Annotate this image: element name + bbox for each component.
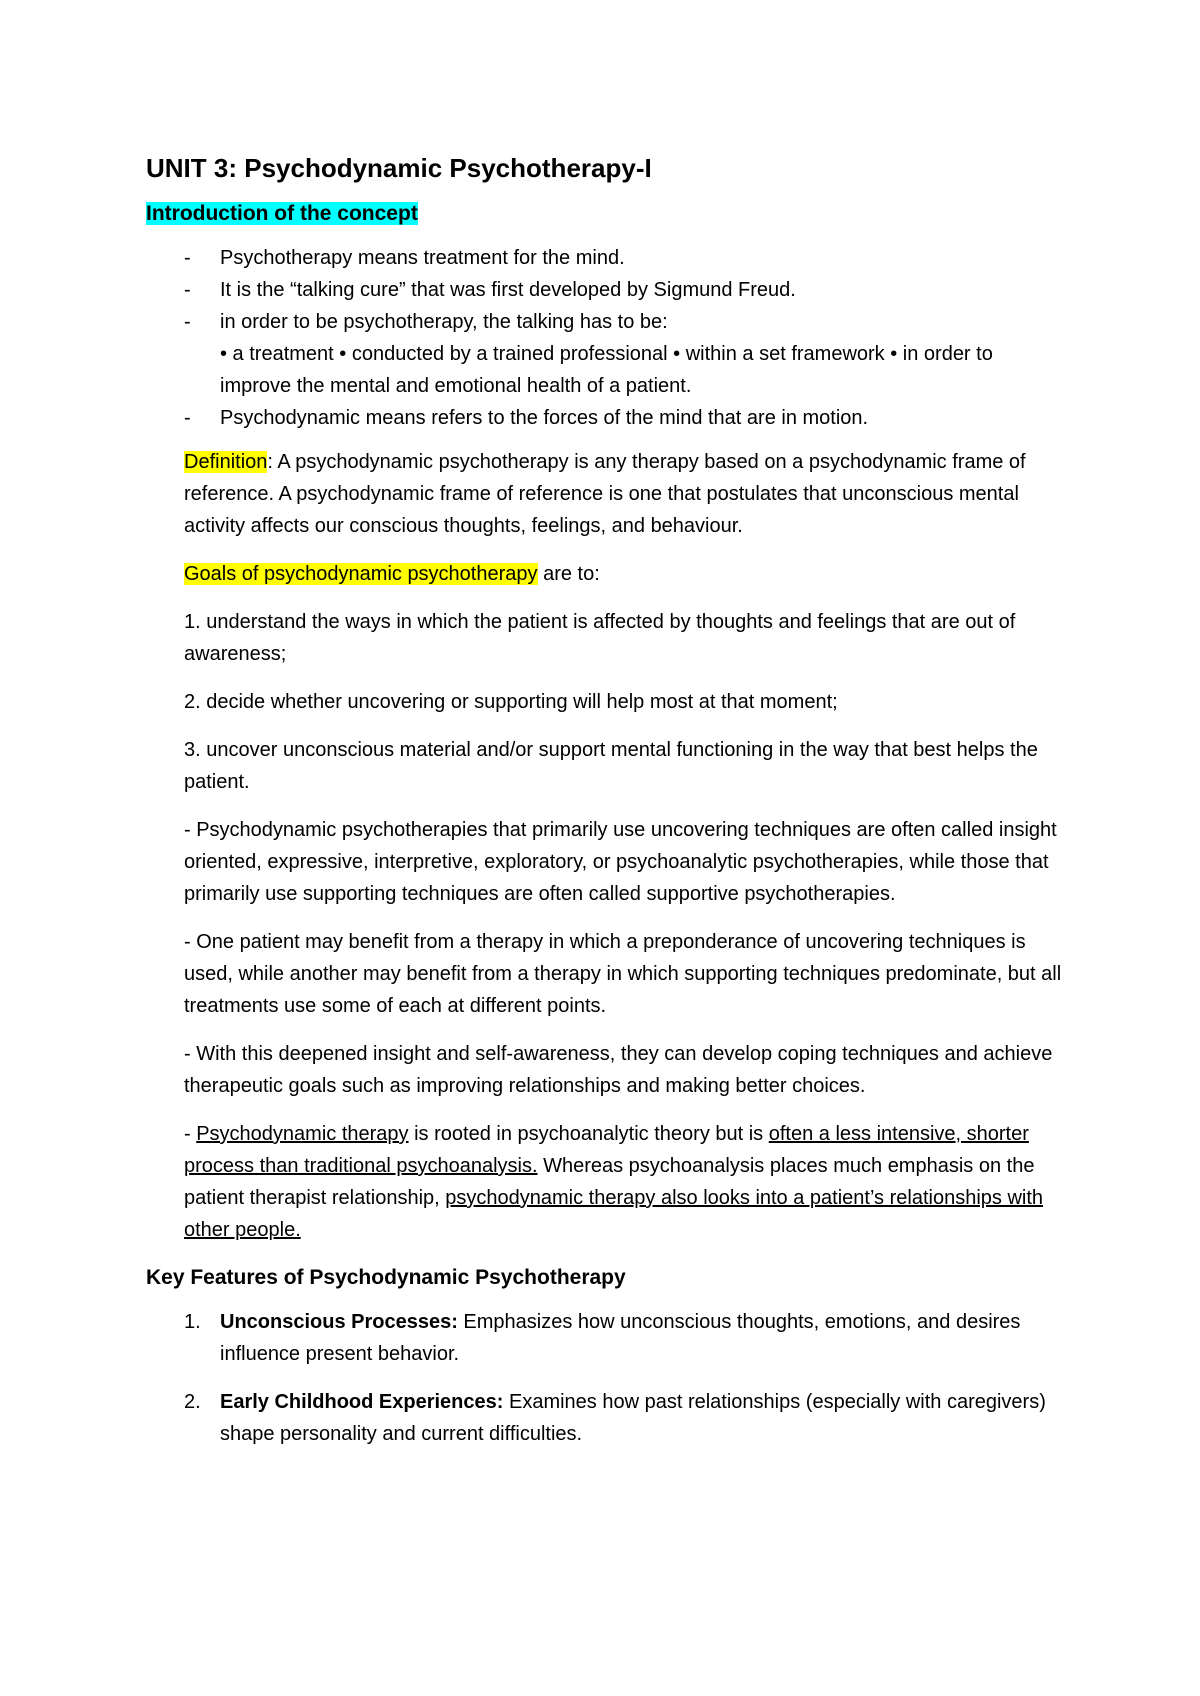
list-item-text: - in order to be psychotherapy, the talking has to be: bbox=[220, 311, 668, 333]
definition-label: Definition bbox=[184, 451, 268, 473]
body-paragraph: - With this deepened insight and self-awareness, they can develop coping techniques and achieve therapeutic goals such as improving relationships and making better choices. bbox=[184, 1043, 1053, 1097]
goals-suffix: are to: bbox=[537, 563, 600, 585]
key-features-list bbox=[146, 1306, 1066, 1450]
feature-number: 2. bbox=[184, 1391, 201, 1413]
body-paragraph: - Psychodynamic psychotherapies that primarily use uncovering techniques are often called insight oriented, expressive, interpretive, exploratory, or psychoanalytic psychotherapies, while those that primarily use supporting techniques are often called supportive psychotherapies. bbox=[184, 819, 1057, 905]
text-segment: is rooted in psychoanalytic theory but is bbox=[408, 1123, 769, 1145]
feature-text: Emphasizes how unconscious thoughts, emotions, and desires influence present behavior. bbox=[220, 1311, 1021, 1365]
list-item: - Psychotherapy means treatment for the mind. bbox=[146, 242, 1066, 274]
feature-number: 1. bbox=[184, 1311, 201, 1333]
list-item bbox=[146, 306, 1066, 402]
body-paragraph: - One patient may benefit from a therapy in which a preponderance of uncovering techniques is used, while another may benefit from a therapy in which supporting techniques predominate, but all treatments use some of each at different points. bbox=[184, 931, 1062, 1017]
definition-paragraph bbox=[184, 446, 1066, 542]
text-segment: - bbox=[184, 1123, 197, 1145]
feature-term: Early Childhood Experiences: bbox=[220, 1391, 504, 1413]
intro-list bbox=[146, 242, 1066, 434]
intro-heading bbox=[146, 198, 1066, 230]
text-segment: Whereas psychoanalysis places much emphasis on the patient therapist relationship, bbox=[184, 1155, 1035, 1209]
underlined-text: psychodynamic therapy also looks into a patient’s relationships with other people. bbox=[184, 1187, 1044, 1241]
goal-item: 3. uncover unconscious material and/or support mental functioning in the way that best helps the patient. bbox=[184, 739, 1038, 793]
underlined-text: often a less intensive, shorter process than traditional psychoanalysis. bbox=[184, 1123, 1029, 1177]
feature-item bbox=[146, 1386, 1066, 1450]
feature-text: Examines how past relationships (especially with caregivers) shape personality and current difficulties. bbox=[220, 1391, 1046, 1445]
sub-points: • a treatment • conducted by a trained professional • within a set framework • in order to improve the mental and emotional health of a patient. bbox=[220, 343, 993, 397]
psychodynamic-therapy-paragraph bbox=[184, 1118, 1066, 1246]
feature-item bbox=[146, 1306, 1066, 1370]
goal-item: 2. decide whether uncovering or supporting will help most at that moment; bbox=[184, 691, 838, 713]
underlined-text: Psychodynamic therapy bbox=[196, 1123, 409, 1145]
document-content bbox=[146, 150, 1066, 1466]
intro-heading-text: Introduction of the concept bbox=[146, 202, 418, 225]
list-item: - Psychodynamic means refers to the forces of the mind that are in motion. bbox=[146, 402, 1066, 434]
page-title: UNIT 3: Psychodynamic Psychotherapy-I bbox=[146, 153, 652, 183]
goal-item: 1. understand the ways in which the patient is affected by thoughts and feelings that are out of awareness; bbox=[184, 611, 1016, 665]
definition-text: : A psychodynamic psychotherapy is any therapy based on a psychodynamic frame of reference. A psychodynamic frame of reference is one that postulates that unconscious mental activity affects our conscious thoughts, feelings, and behaviour. bbox=[184, 451, 1026, 537]
list-item: - It is the “talking cure” that was first developed by Sigmund Freud. bbox=[146, 274, 1066, 306]
feature-term: Unconscious Processes: bbox=[220, 1311, 458, 1333]
key-features-heading: Key Features of Psychodynamic Psychotherapy bbox=[146, 1266, 626, 1289]
goals-intro bbox=[184, 558, 1066, 590]
goals-label: Goals of psychodynamic psychotherapy bbox=[184, 563, 538, 585]
